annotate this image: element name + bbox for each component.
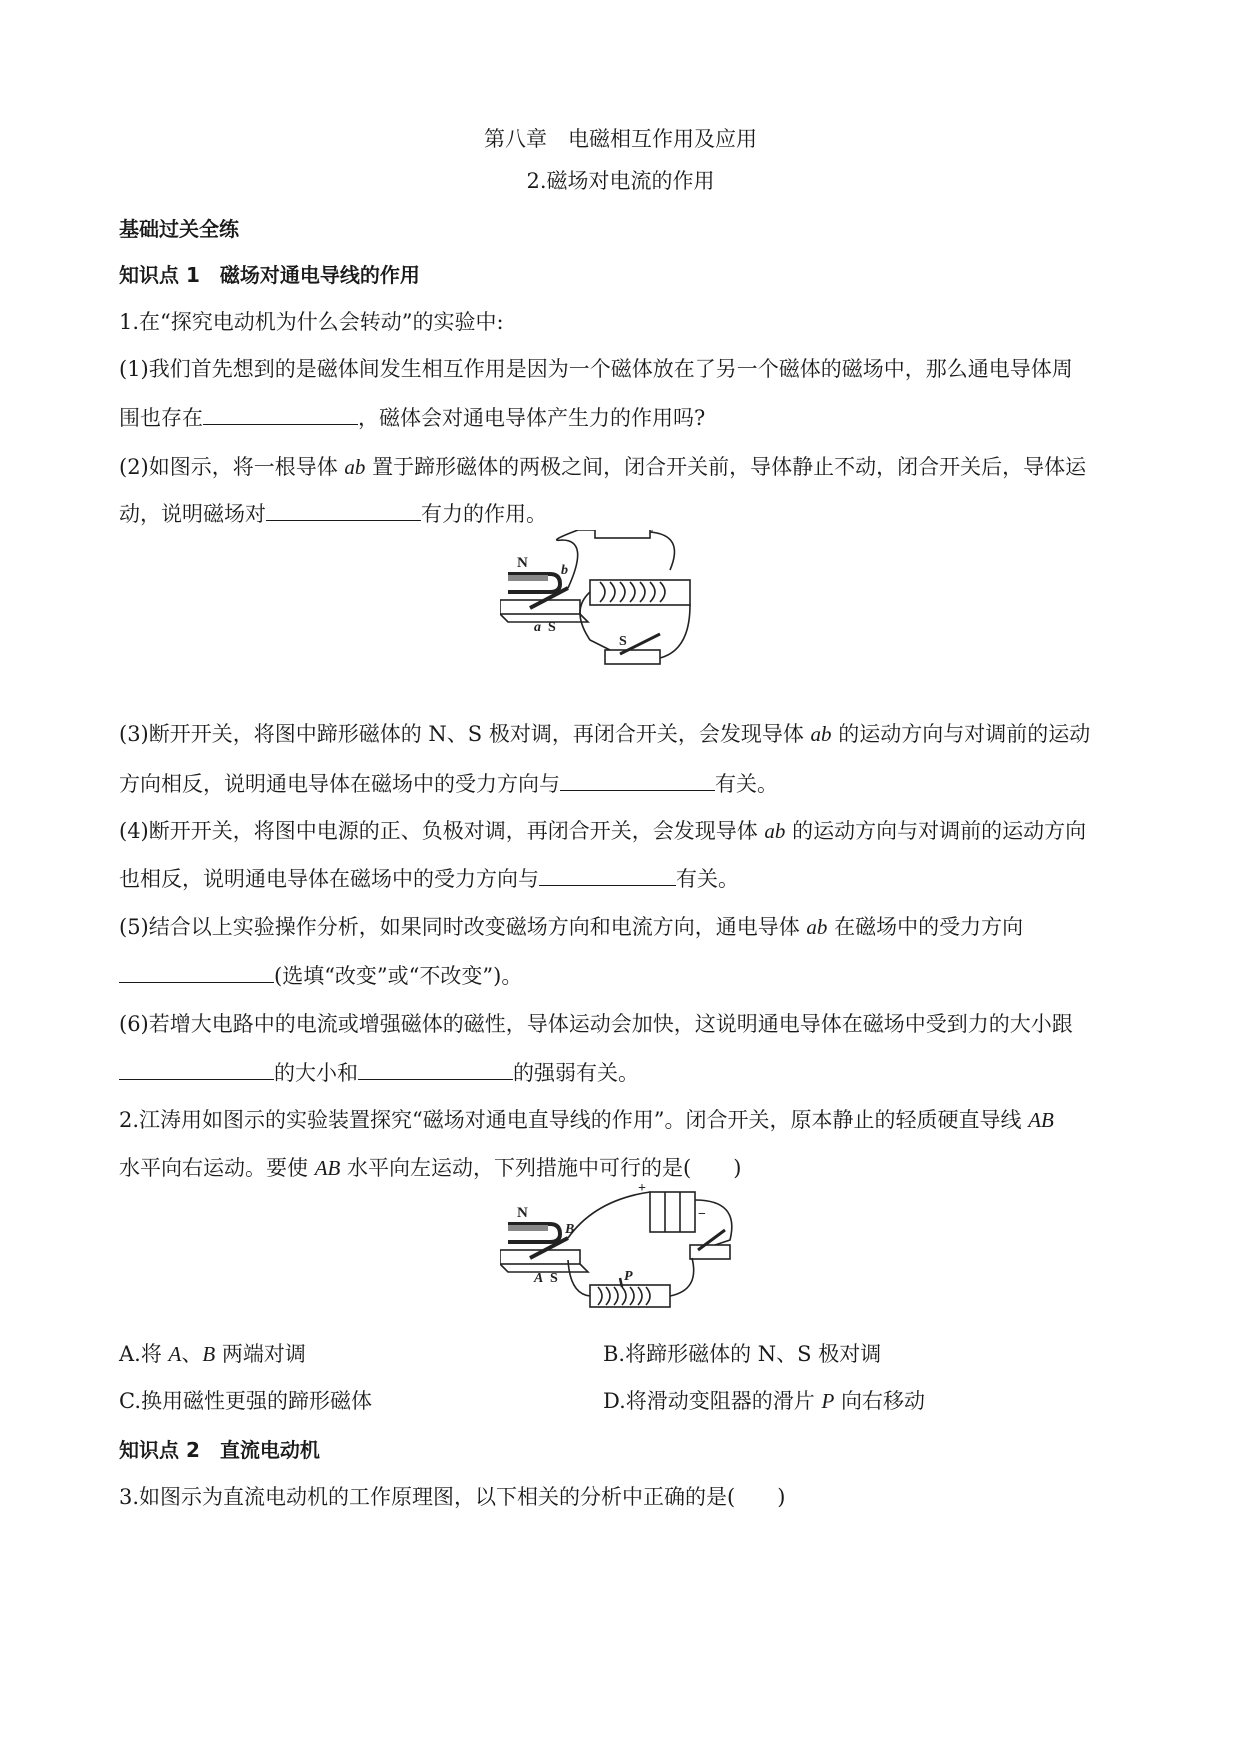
q1-part5-line1: (5)结合以上实验操作分析，如果同时改变磁场方向和电流方向，通电导体 ab 在磁场中的受力方向	[119, 915, 1024, 939]
q2-stem-line2: 水平向右运动。要使 AB 水平向左运动，下列措施中可行的是( )	[119, 1156, 742, 1180]
q2-option-c[interactable]: C.换用磁性更强的蹄形磁体	[119, 1389, 372, 1413]
label-plus: +	[648, 530, 656, 538]
label-P: P	[624, 1269, 633, 1284]
chapter-title: 第八章 电磁相互作用及应用	[484, 127, 757, 151]
knowledge-point-2: 知识点 2 直流电动机	[119, 1438, 320, 1462]
label-N: N	[517, 1205, 528, 1221]
label-a: a	[534, 620, 541, 635]
lesson-title: 2.磁场对电流的作用	[526, 169, 715, 193]
q1-part2-line2: 动，说明磁场对 有力的作用。	[119, 502, 547, 526]
q2-stem-line1: 2.江涛用如图示的实验装置探究“磁场对通电直导线的作用”。闭合开关，原本静止的轻质硬直导线 AB	[119, 1108, 1054, 1132]
figure-1-circuit	[500, 530, 740, 680]
answer-blank[interactable]	[119, 962, 274, 983]
answer-blank[interactable]	[358, 1059, 513, 1080]
answer-blank[interactable]	[539, 865, 676, 886]
q1-stem: 1.在“探究电动机为什么会转动”的实验中:	[119, 310, 504, 334]
label-minus: −	[698, 1207, 706, 1222]
q1-part4-line1: (4)断开开关，将图中电源的正、负极对调，再闭合开关，会发现导体 ab 的运动方向与对调前的运动方向	[119, 819, 1087, 843]
label-N: N	[517, 555, 528, 571]
q2-option-b[interactable]: B.将蹄形磁体的 N、S 极对调	[603, 1342, 882, 1366]
label-plus: +	[638, 1181, 646, 1196]
label-S: S	[548, 620, 556, 635]
figure-2-circuit	[500, 1180, 740, 1330]
q1-part3-line1: (3)断开开关，将图中蹄形磁体的 N、S 极对调，再闭合开关，会发现导体 ab 的运动方向与对调前的运动	[119, 722, 1091, 746]
q2-option-d[interactable]: D.将滑动变阻器的滑片 P 向右移动	[603, 1389, 925, 1413]
label-minus: −	[584, 530, 592, 538]
q1-part1-line1: (1)我们首先想到的是磁体间发生相互作用是因为一个磁体放在了另一个磁体的磁场中，那么通电导体周	[119, 357, 1073, 381]
q1-part4-line2: 也相反，说明通电导体在磁场中的受力方向与 有关。	[119, 867, 739, 891]
q1-part6-line2: 的大小和 的强弱有关。	[119, 1057, 639, 1087]
q1-part5-line2: (选填“改变”或“不改变”)。	[119, 960, 522, 990]
q1-part1-line2: 围也存在 ，磁体会对通电导体产生力的作用吗?	[119, 406, 706, 430]
label-B: B	[565, 1222, 575, 1237]
label-switch-S: S	[619, 634, 627, 649]
knowledge-point-1: 知识点 1 磁场对通电导线的作用	[119, 263, 420, 287]
answer-blank[interactable]	[266, 500, 421, 521]
label-S: S	[550, 1271, 558, 1286]
q1-part2-line1: (2)如图示，将一根导体 ab 置于蹄形磁体的两极之间，闭合开关前，导体静止不动，闭合开关后，导体运	[119, 455, 1087, 479]
label-A: A	[534, 1271, 544, 1286]
q3-stem: 3.如图示为直流电动机的工作原理图，以下相关的分析中正确的是( )	[119, 1485, 786, 1509]
answer-blank[interactable]	[203, 404, 358, 425]
section-title: 基础过关全练	[119, 217, 239, 241]
q1-part6-line1: (6)若增大电路中的电流或增强磁体的磁性，导体运动会加快，这说明通电导体在磁场中受到力的大小跟	[119, 1012, 1073, 1036]
label-b: b	[561, 563, 568, 578]
answer-blank[interactable]	[119, 1059, 274, 1080]
q2-option-a[interactable]: A.将 A、B 两端对调	[119, 1342, 306, 1366]
answer-blank[interactable]	[560, 770, 715, 791]
q1-part3-line2: 方向相反，说明通电导体在磁场中的受力方向与 有关。	[119, 772, 778, 796]
